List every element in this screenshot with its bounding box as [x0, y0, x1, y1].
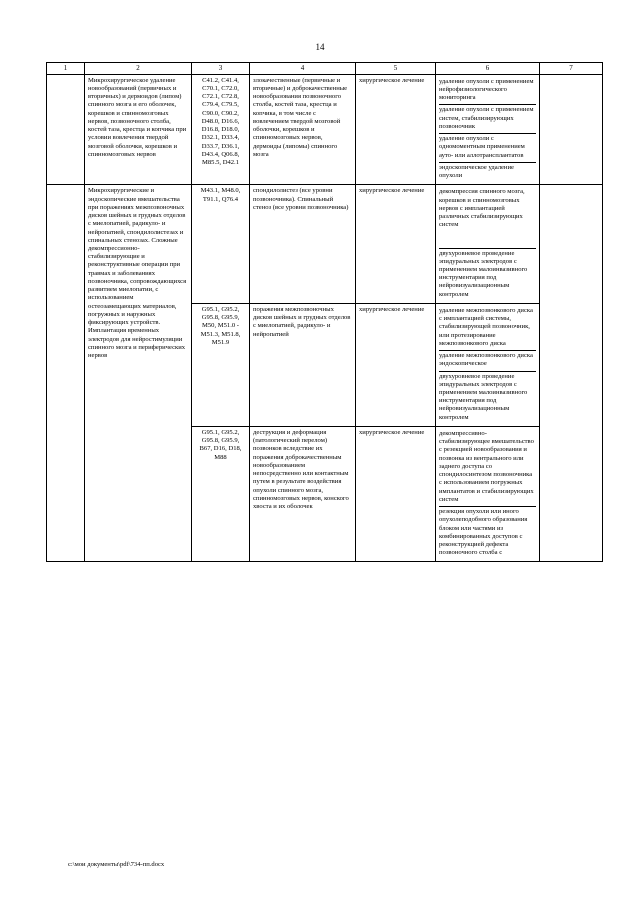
treatment-type: хирургическое лечение [356, 426, 436, 562]
empty-cell [540, 185, 603, 562]
treatment-methods [436, 185, 540, 304]
method-item: двухуровневое проведение эпидуральных электродов с применением малоинвазивного инструментария под нейровизуализационным контролем [439, 372, 528, 421]
treatment-type: хирургическое лечение [356, 303, 436, 426]
empty-cell [540, 74, 603, 185]
table-row [47, 74, 603, 185]
icd-codes: C41.2, C41.4, C70.1, C72.0, C72.1, C72.8, C79.4, C79.5, C90.0, C90.2, D48.0, D16.6, D16.8, D18.0, D32.1, D33.4, D33.7, D36.1, D43.4, Q06.8, M85.5, D42.1 [192, 74, 250, 185]
treatment-type: хирургическое лечение [356, 185, 436, 304]
footer-file-path: c:\мои документы\pdf\734-пп.docx [68, 861, 165, 868]
patient-model: деструкция и деформация (патологический перелом) позвонков вследствие их поражения доброкачественным новообразованием непосредственно или контактным путем в результате воздействия опухоли спинного мозга, спинномозговых нервов, конского хвоста и их оболочек [250, 426, 356, 562]
patient-model: спондилолистез (все уровни позвоночника). Спинальный стеноз (все уровни позвоночника) [250, 185, 356, 304]
treatment-type: хирургическое лечение [356, 74, 436, 185]
column-header: 3 [192, 63, 250, 75]
method-item: удаление опухоли с одномоментным применением ауто- или аллотрансплантатов [439, 134, 536, 163]
treatment-methods [436, 303, 540, 426]
treatment-table [46, 62, 603, 562]
row-number-cell [47, 74, 85, 185]
intervention-name: Микрохирургические и эндоскопические вмешательства при поражениях межпозвоночных дисков шейных и грудных отделов с миелопатией, радикуло- и нейропатией, спондилолистезах и спинальных стенозах. Сложные декомпрессионно-стабилизирующие и реконструктивные операции при травмах и заболеваниях позвоночника, сопровождающихся развитием миелопатии, с использованием остеозамещающих материалов, погружных и наружных фиксирующих устройств. Имплантация временных электродов для нейростимуляции спинного мозга и периферических нервов [85, 185, 192, 562]
method-item: удаление опухоли с применением систем, стабилизирующих позвоночник [439, 105, 536, 134]
method-item: эндоскопическое удаление опухоли [439, 163, 514, 180]
method-item: удаление опухоли с применением нейрофизиологического мониторинга [439, 77, 536, 106]
page-number: 14 [315, 42, 325, 52]
treatment-methods [436, 426, 540, 562]
method-item: удаление межпозвонкового диска эндоскопическое [439, 351, 536, 371]
column-header: 5 [356, 63, 436, 75]
method-item: удаление межпозвонкового диска с имплантацией системы, стабилизирующей позвоночник, или протезирование межпозвонкового диска [439, 306, 536, 351]
icd-codes: G95.1, G95.2, G95.8, G95.9, M50, M51.0 - M51.3, M51.8, M51.9 [192, 303, 250, 426]
patient-model: злокачественные (первичные и вторичные) и доброкачественные новообразования позвоночного столба, костей таза, крестца и копчика, в том числе с вовлечением твердой мозговой оболочки, корешков и спинномозговых нервов, дермоиды (липомы) спинного мозга [250, 74, 356, 185]
header-row [47, 63, 603, 75]
table-row [47, 185, 603, 304]
treatment-methods [436, 74, 540, 185]
method-item: двухуровневое проведение эпидуральных электродов с применением малоинвазивного инструментария под нейровизуализационным контролем [439, 249, 528, 298]
patient-model: поражения межпозвоночных дисков шейных и грудных отделов с миелопатией, радикуло- и нейропатией [250, 303, 356, 426]
column-header: 6 [436, 63, 540, 75]
column-header: 7 [540, 63, 603, 75]
intervention-name: Микрохирургическое удаление новообразований (первичных и вторичных) и дермоидов (липом) спинного мозга и его оболочек, корешков и спинномозговых нервов, позвоночного столба, костей таза, крестца и копчика при условии вовлечения твердой мозговой оболочки, корешков и спинномозговых нервов [85, 74, 192, 185]
column-header: 4 [250, 63, 356, 75]
icd-codes: G95.1, G95.2, G95.8, G95.9, B67, D16, D18, M88 [192, 426, 250, 562]
icd-codes: M43.1, M48.0, T91.1, Q76.4 [192, 185, 250, 304]
column-header: 2 [85, 63, 192, 75]
method-item: резекция опухоли или иного опухолеподобного образования блоком или частями из комбинированных доступов с реконструкцией дефекта позвоночного столба с [439, 508, 528, 557]
column-header: 1 [47, 63, 85, 75]
method-item: декомпрессия спинного мозга, корешков и спинномозговых нервов с имплантацией различных стабилизирующих систем [439, 187, 536, 248]
method-item: декомпрессивно-стабилизирующее вмешательство с резекцией новообразования и позвонка из вентрального или заднего доступа со спондилосинтезом позвоночника с использованием погружных имплантатов и стабилизирующих систем [439, 429, 536, 507]
row-number-cell [47, 185, 85, 562]
